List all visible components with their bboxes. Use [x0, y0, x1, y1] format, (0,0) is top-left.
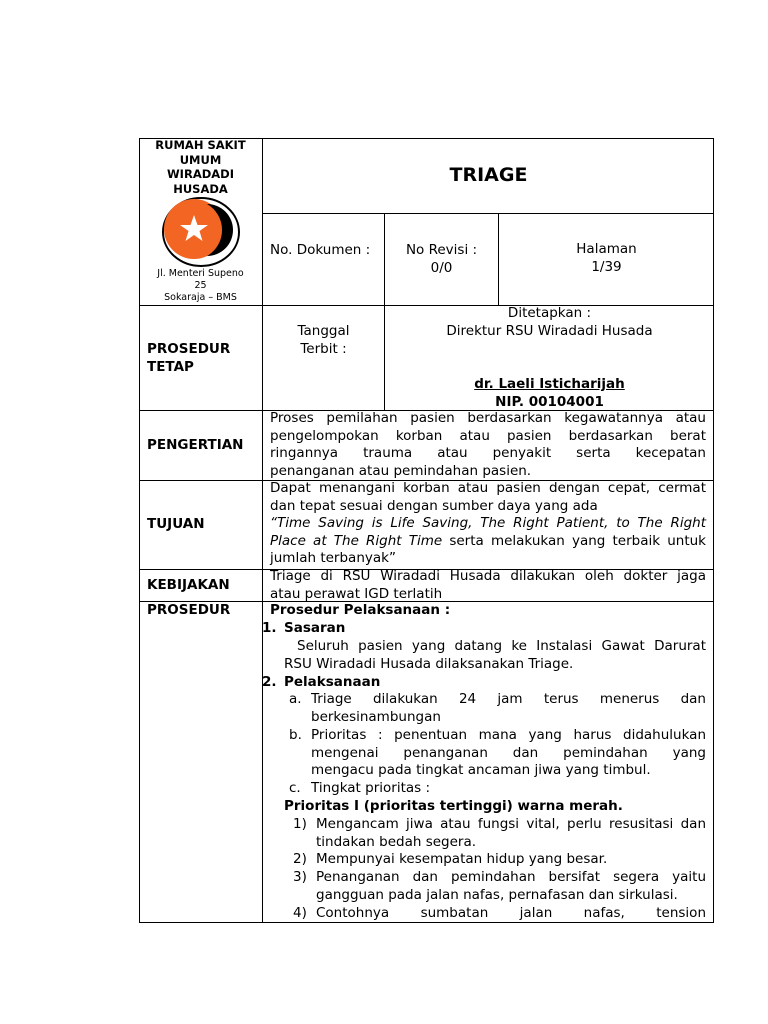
revision-info: No Revisi : 0/0: [405, 242, 478, 276]
hospital-address: Jl. Menteri Supeno 25 Sokaraja – BMS: [157, 268, 244, 303]
sasaran-text: Seluruh pasien yang datang ke Instalasi Gawat Darurat RSU Wiradadi Husada dilaksanakan Triage.: [284, 638, 706, 672]
document-number-label: No. Dokumen :: [270, 242, 371, 258]
hospital-logo-icon: [161, 196, 241, 268]
list-item: Mengancam jiwa atau fungsi vital, perlu resusitasi dan tindakan bedah segera.: [316, 816, 706, 850]
tujuan-text: Dapat menangani korban atau pasien dengan cepat, cermat dan tepat sesuai dengan sumber daya yang ada “Time Saving is Life Saving, The Right Patient, to The Right Place at The Right Time serta melakukan yang terbaik untuk jumlah terbanyak”: [270, 480, 706, 567]
list-item: Mempunyai kesempatan hidup yang besar.: [316, 851, 608, 867]
list-marker: 3): [293, 869, 307, 885]
established-by: Ditetapkan : Direktur RSU Wiradadi Husada: [446, 305, 653, 339]
pengertian-label: PENGERTIAN: [147, 437, 244, 453]
tujuan-label: TUJUAN: [147, 516, 205, 532]
prosedur-tetap-label: PROSEDUR TETAP: [147, 341, 231, 375]
section-number: 2.: [262, 674, 277, 690]
section-title-pelaksanaan: Pelaksanaan: [284, 674, 381, 690]
list-item: Contohnya sumbatan jalan nafas, tension: [316, 905, 706, 921]
kebijakan-label: KEBIJAKAN: [147, 577, 230, 593]
signer-nip: NIP. 00104001: [495, 394, 604, 410]
list-item: Triage dilakukan 24 jam terus menerus dan berkesinambungan: [311, 691, 706, 725]
list-item: Penanganan dan pemindahan bersifat segera yaitu gangguan pada jalan nafas, pernafasan dan sirkulasi.: [316, 869, 706, 903]
list-marker: 4): [293, 905, 307, 921]
signer-name: dr. Laeli Isticharijah: [474, 376, 625, 392]
column-divider: [262, 138, 263, 923]
priority-heading: Prioritas I (prioritas tertinggi) warna merah.: [284, 798, 623, 814]
list-item: Prioritas : penentuan mana yang harus didahulukan mengenai penanganan dan pemindahan yang mengacu pada tingkat ancaman jiwa yang timbul.: [311, 727, 706, 779]
row-divider: [262, 213, 714, 214]
kebijakan-text: Triage di RSU Wiradadi Husada dilakukan oleh dokter jaga atau perawat IGD terlatih: [270, 568, 706, 602]
list-marker: 2): [293, 851, 307, 867]
list-marker: c.: [289, 780, 301, 796]
list-marker: 1): [293, 816, 307, 832]
prosedur-label: PROSEDUR: [147, 602, 231, 618]
prosedur-heading: Prosedur Pelaksanaan :: [270, 602, 451, 618]
pengertian-text: Proses pemilahan pasien berdasarkan kegawatannya atau pengelompokan korban atau pasien berdasarkan berat ringannya trauma atau penyakit serta kecepatan penanganan atau pemindahan pasien.: [270, 410, 706, 479]
hospital-name: RUMAH SAKIT UMUM WIRADADI HUSADA: [155, 138, 246, 196]
list-item: Tingkat prioritas :: [311, 780, 431, 796]
list-marker: a.: [289, 691, 302, 707]
page-info: Halaman 1/39: [576, 241, 637, 275]
list-marker: b.: [289, 727, 302, 743]
section-title-sasaran: Sasaran: [284, 620, 346, 636]
document-title: TRIAGE: [449, 164, 528, 186]
issue-date-label: Tanggal Terbit :: [297, 323, 350, 357]
section-number: 1.: [262, 620, 277, 636]
